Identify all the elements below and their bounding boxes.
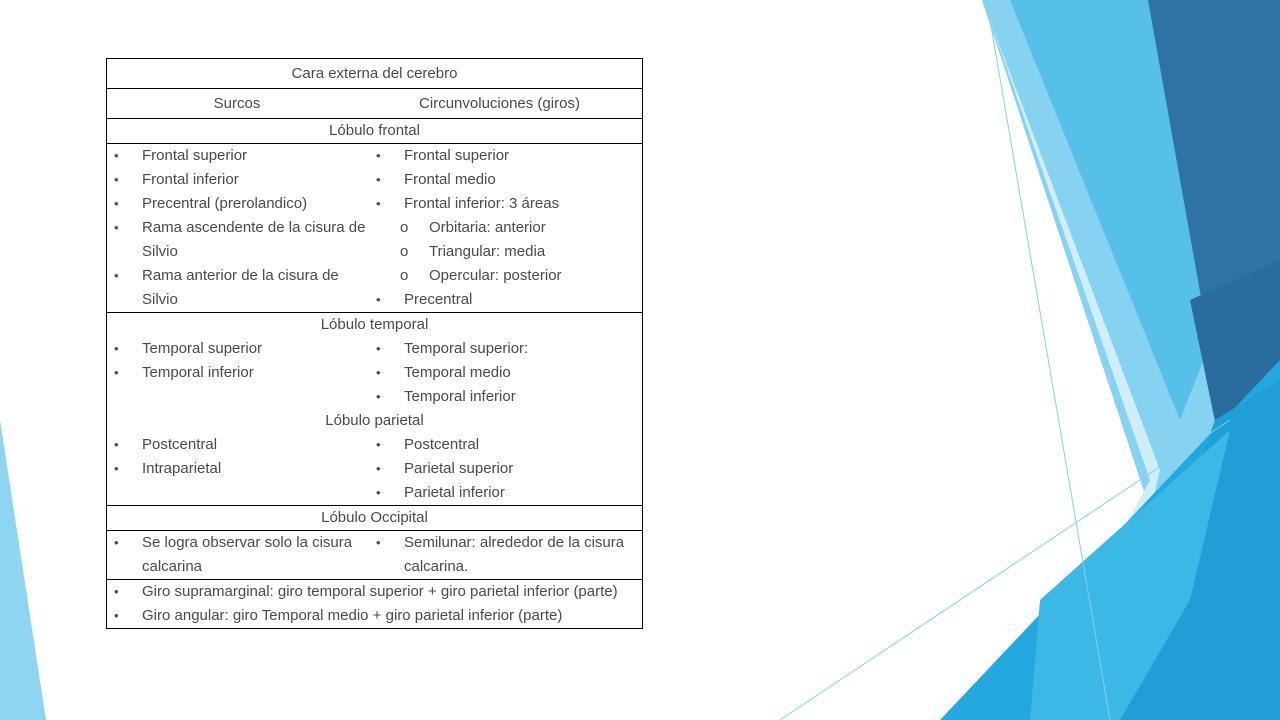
list-item: • Frontal superior xyxy=(107,144,369,168)
occipital-section xyxy=(107,531,642,580)
list-item: • Frontal superior xyxy=(369,144,642,168)
list-item: • Temporal medio xyxy=(369,361,642,385)
brain-table xyxy=(106,58,643,629)
table-header-row xyxy=(107,89,642,119)
parietal-title: Lóbulo parietal xyxy=(325,412,424,429)
sub-list-item: o Triangular: media xyxy=(369,240,642,264)
list-item: • Rama ascendente de la cisura de Silvio xyxy=(107,216,369,264)
list-item: • Semilunar: alrededor de la cisura calcarina. xyxy=(369,531,642,579)
frontal-giros-list xyxy=(369,144,642,312)
list-item: • Frontal inferior xyxy=(107,168,369,192)
list-item: • Temporal inferior xyxy=(369,385,642,409)
list-item: • Se logra observar solo la cisura calcarina xyxy=(107,531,369,579)
frontal-title: Lóbulo frontal xyxy=(107,119,642,144)
parietal-surcos-list xyxy=(107,433,369,481)
occipital-giros-list xyxy=(369,531,642,579)
sub-list-item: o Orbitaria: anterior xyxy=(369,216,642,240)
table-title: Cara externa del cerebro xyxy=(107,59,642,89)
list-item: • Intraparietal xyxy=(107,457,369,481)
occipital-surcos-list xyxy=(107,531,369,579)
list-item: • Giro supramarginal: giro temporal superior + giro parietal inferior (parte) xyxy=(107,580,642,604)
giros-notes-list xyxy=(107,580,642,628)
header-circunvoluciones: Circunvoluciones (giros) xyxy=(419,95,580,112)
parietal-giros-list xyxy=(369,433,642,505)
list-item: • Temporal superior: xyxy=(369,337,642,361)
list-item: • Frontal inferior: 3 áreas xyxy=(369,192,642,216)
sub-list-item: o Opercular: posterior xyxy=(369,264,642,288)
temporal-surcos-list xyxy=(107,337,369,385)
frontal-surcos-list xyxy=(107,144,369,312)
list-item: • Temporal superior xyxy=(107,337,369,361)
occipital-title: Lóbulo Occipital xyxy=(107,506,642,531)
list-item: • Precentral (prerolandico) xyxy=(107,192,369,216)
list-item: • Rama anterior de la cisura de Silvio xyxy=(107,264,369,312)
frontal-section xyxy=(107,144,642,313)
temporal-title: Lóbulo temporal xyxy=(320,316,429,333)
list-item: • Precentral xyxy=(369,288,642,312)
giros-notes-section xyxy=(107,580,642,628)
list-item: • Giro angular: giro Temporal medio + giro parietal inferior (parte) xyxy=(107,604,642,628)
list-item: • Postcentral xyxy=(369,433,642,457)
header-surcos: Surcos xyxy=(213,95,261,112)
list-item: • Frontal medio xyxy=(369,168,642,192)
list-item: • Postcentral xyxy=(107,433,369,457)
left-corner-shape xyxy=(0,420,46,720)
temporal-parietal-section xyxy=(107,313,642,506)
temporal-giros-list xyxy=(369,337,642,409)
list-item: • Parietal superior xyxy=(369,457,642,481)
list-item: • Parietal inferior xyxy=(369,481,642,505)
list-item: • Temporal inferior xyxy=(107,361,369,385)
